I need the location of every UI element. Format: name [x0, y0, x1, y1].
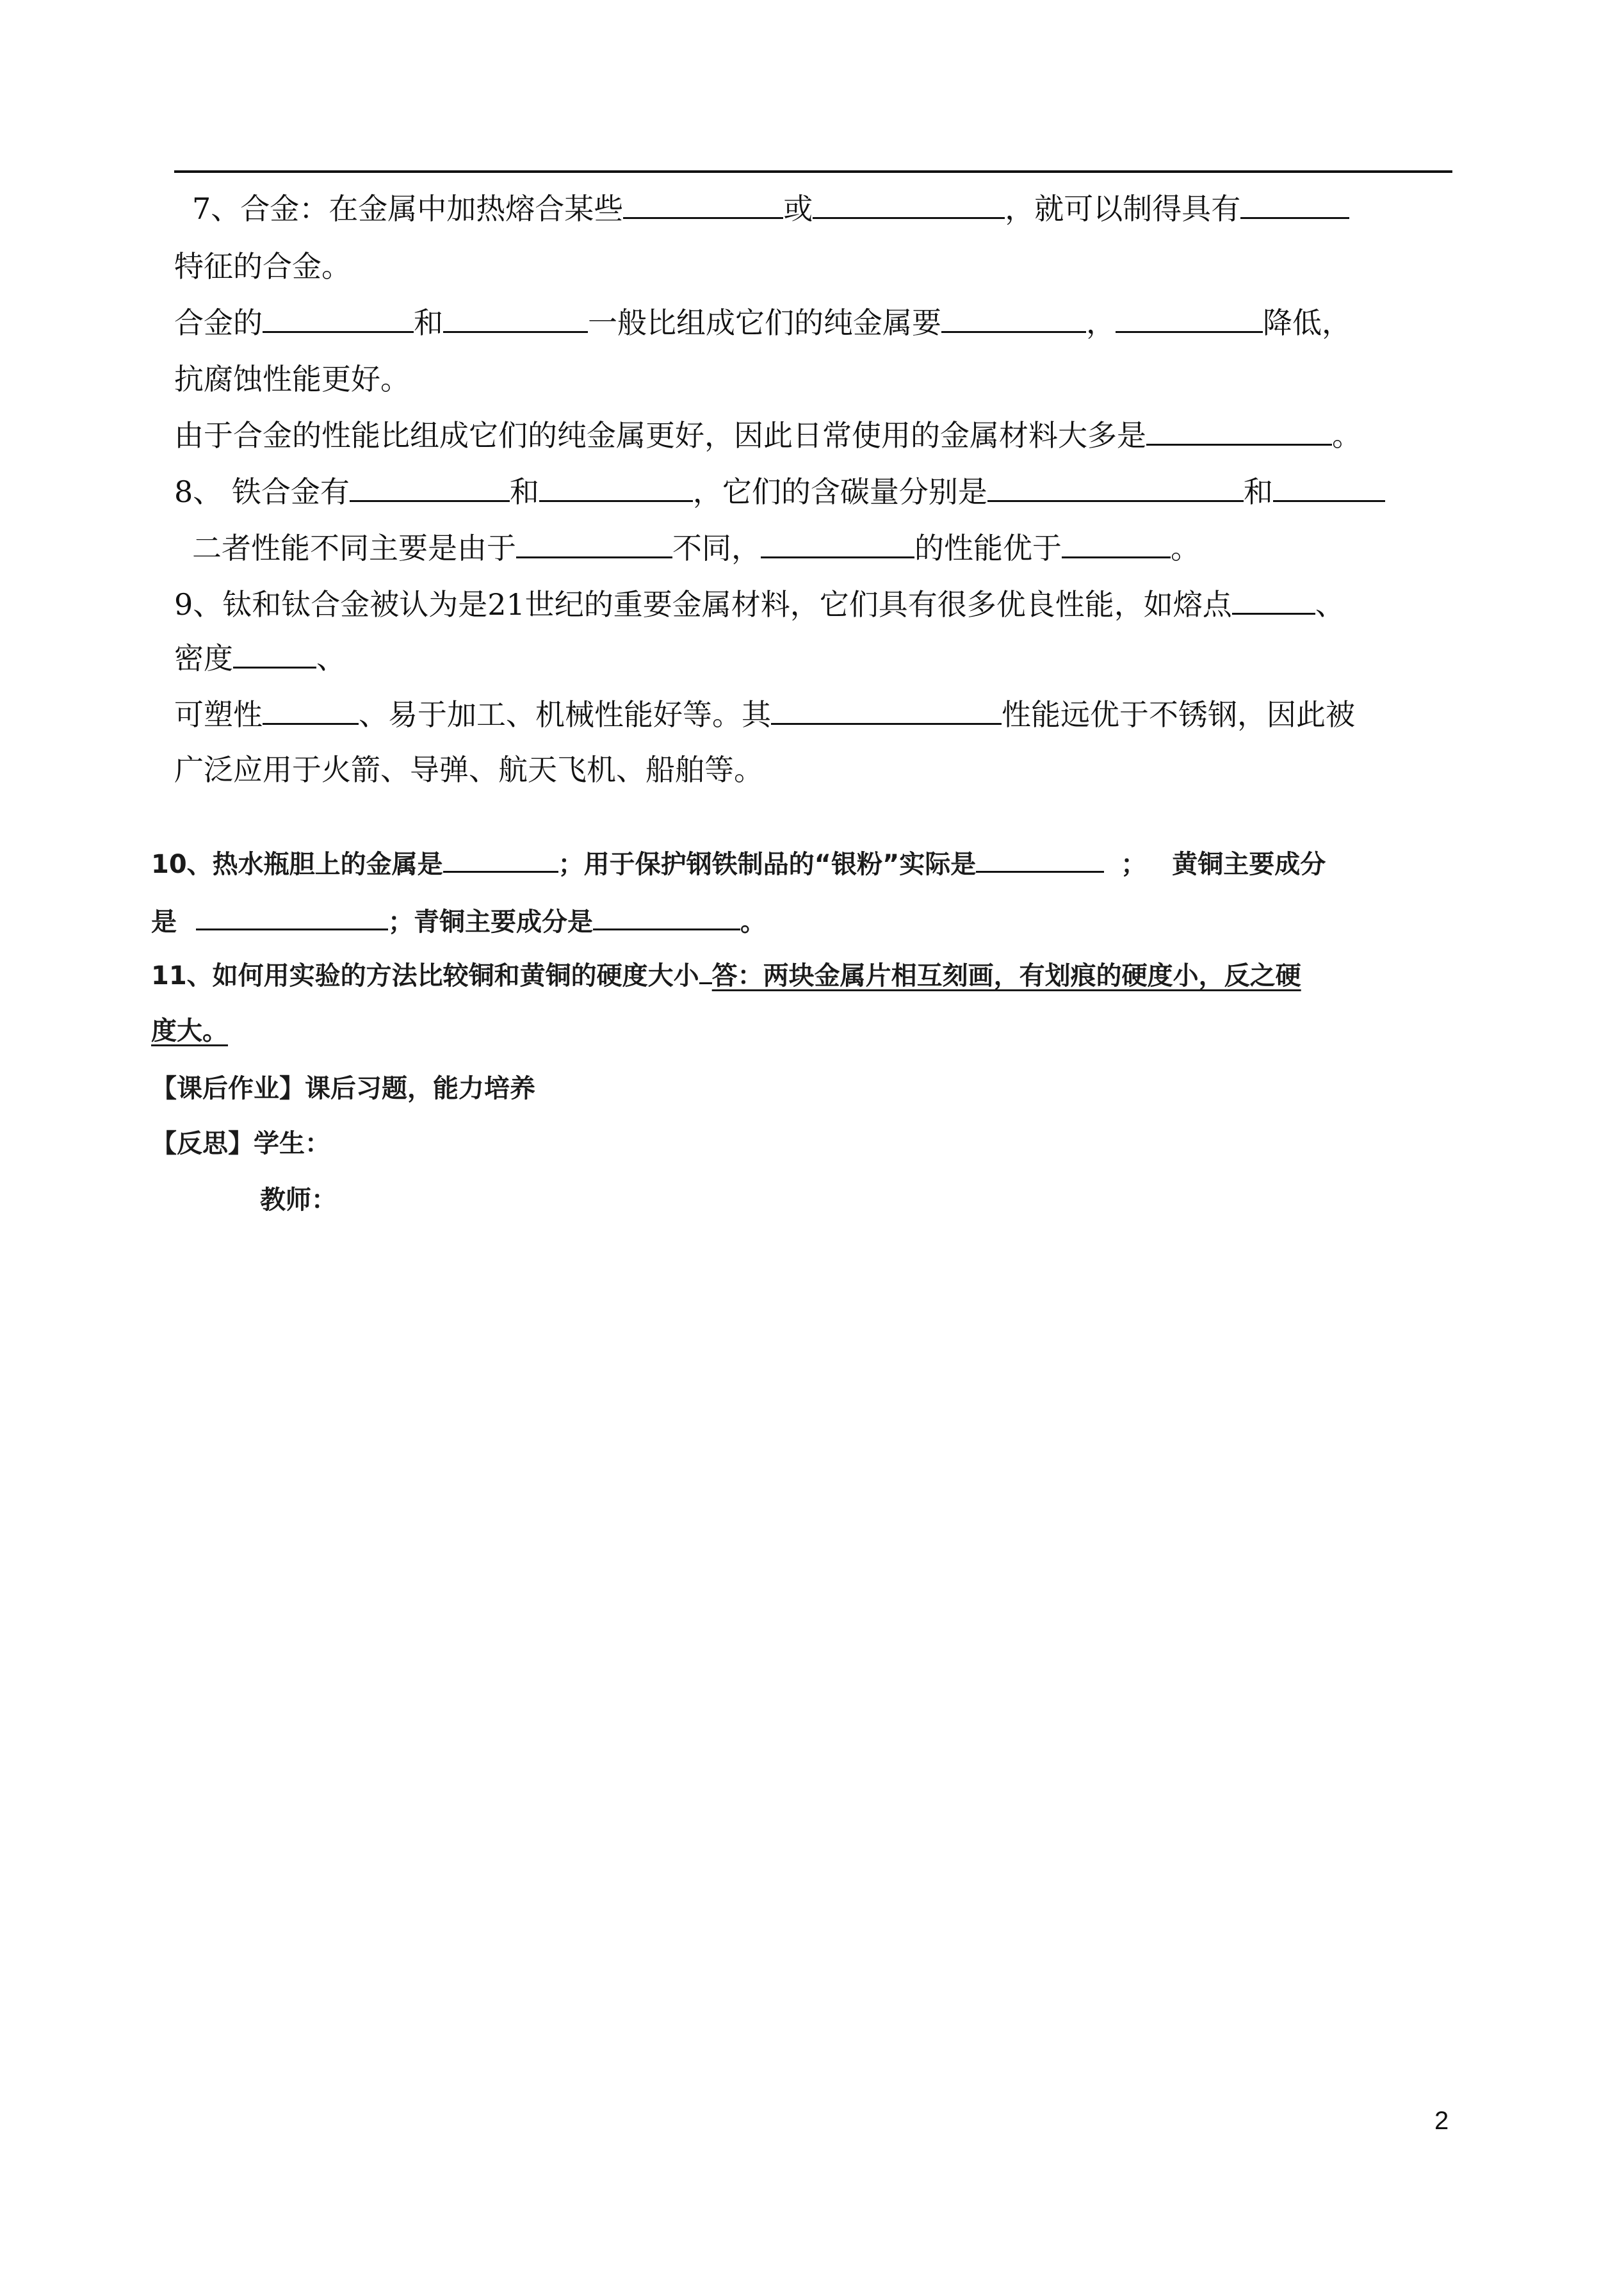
q7-text: 一般比组成它们的纯金属要	[588, 305, 941, 340]
q9-text: 、易于加工、机械性能好等。其	[359, 697, 771, 732]
q9-line-3	[174, 695, 1355, 734]
q7-text: 特征的合金。	[174, 249, 351, 284]
answer-blank[interactable]	[1146, 418, 1332, 446]
answer-blank[interactable]	[1273, 474, 1385, 502]
q10-text: 是	[151, 907, 177, 937]
reflection-student	[151, 1124, 330, 1163]
q8-line-1	[174, 473, 1385, 511]
q7-line-1	[192, 190, 1349, 228]
q8-text: ，它们的含碳量分别是	[692, 474, 987, 509]
q11-text: 11、如何用实验的方法比较铜和黄铜的硬度大小	[151, 961, 699, 991]
answer-blank[interactable]	[593, 903, 740, 930]
q7-text: 。	[1332, 418, 1361, 453]
q8-text: 不同，	[672, 531, 761, 565]
q9-line-1	[174, 585, 1345, 624]
answer-blank[interactable]	[761, 531, 914, 558]
answer-blank[interactable]	[813, 191, 1005, 219]
q10-text: ；用于保护钢铁制品的“银粉”实际是	[558, 850, 977, 879]
answer-blank[interactable]	[976, 845, 1104, 873]
q7-text: 合金的	[174, 305, 263, 340]
q9-line-2	[174, 639, 346, 677]
answer-blank[interactable]	[941, 305, 1086, 333]
q7-text: 和	[414, 305, 443, 340]
answer-blank[interactable]	[771, 697, 1002, 725]
q7-text: ，	[1086, 305, 1116, 340]
page-number: 2	[1434, 2107, 1449, 2135]
q9-text: 广泛应用于火箭、导弹、航天飞机、船舶等。	[174, 752, 763, 787]
q10-text: 黄铜主要成分	[1172, 850, 1326, 879]
answer-blank[interactable]	[233, 641, 316, 669]
answer-blank[interactable]	[1116, 305, 1263, 333]
q10-line-2	[151, 903, 766, 941]
q8-text: 二者性能不同主要是由于	[192, 531, 516, 565]
q8-text: 。	[1171, 531, 1200, 565]
q7-line-4	[174, 360, 410, 398]
answer-blank[interactable]	[350, 474, 510, 502]
answer-blank[interactable]	[263, 305, 414, 333]
q7-text: 降低，	[1263, 305, 1351, 340]
homework-text: 【课后作业】课后习题，能力培养	[151, 1074, 535, 1103]
answer-blank[interactable]	[1240, 191, 1349, 219]
q10-text: ；青铜主要成分是	[388, 907, 593, 937]
q7-text: 由于合金的性能比组成它们的纯金属更好，因此日常使用的金属材料大多是	[174, 418, 1146, 453]
q8-text: 和	[1243, 474, 1273, 509]
q7-text: 或	[783, 191, 813, 226]
q9-text: 、	[316, 641, 346, 676]
q9-line-4	[174, 750, 763, 789]
answer-blank[interactable]	[263, 697, 359, 725]
q10-text: ；	[1121, 850, 1147, 879]
header-rule	[174, 170, 1452, 173]
answer-blank[interactable]	[196, 903, 388, 930]
answer-blank[interactable]	[443, 305, 588, 333]
q11-answer: 答：两块金属片相互刻画，有划痕的硬度小，反之硬	[711, 961, 1301, 991]
q9-text: 密度	[174, 641, 233, 676]
q7-line-3	[174, 304, 1351, 342]
q7-text: 抗腐蚀性能更好。	[174, 362, 410, 396]
q10-text: 10、热水瓶胆上的金属是	[151, 850, 443, 879]
answer-blank[interactable]	[516, 531, 672, 558]
q11-answer: 度大。	[151, 1016, 228, 1046]
answer-blank[interactable]	[539, 474, 693, 502]
q9-text: 、	[1315, 587, 1345, 622]
q8-text: 的性能优于	[914, 531, 1062, 565]
q7-text: 7、合金：在金属中加热熔合某些	[192, 191, 624, 226]
answer-blank[interactable]	[623, 191, 783, 219]
answer-blank[interactable]	[443, 845, 558, 873]
q9-text: 9、钛和钛合金被认为是21世纪的重要金属材料，它们具有很多优良性能，如熔点	[174, 587, 1232, 622]
q11-line-2	[151, 1012, 228, 1050]
reflection-teacher	[260, 1181, 337, 1219]
q7-text: ，就可以制得具有	[1005, 191, 1241, 226]
homework-line	[151, 1069, 535, 1108]
q8-line-2	[192, 529, 1200, 567]
q8-text: 和	[509, 474, 539, 509]
reflection-student-label: 【反思】学生：	[151, 1129, 330, 1158]
q9-text: 可塑性	[174, 697, 263, 732]
reflection-teacher-label: 教师：	[260, 1185, 337, 1215]
q10-line-1	[151, 845, 1326, 884]
q7-line-5	[174, 416, 1361, 455]
q11-line-1	[151, 957, 1301, 995]
answer-blank[interactable]	[1232, 587, 1315, 615]
q9-text: 性能远优于不锈钢，因此被	[1002, 697, 1355, 732]
answer-blank[interactable]	[987, 474, 1244, 502]
q8-text: 8、 铁合金有	[174, 474, 350, 509]
q10-text: 。	[740, 907, 766, 937]
answer-blank[interactable]	[1062, 531, 1171, 558]
q7-line-2	[174, 247, 351, 286]
